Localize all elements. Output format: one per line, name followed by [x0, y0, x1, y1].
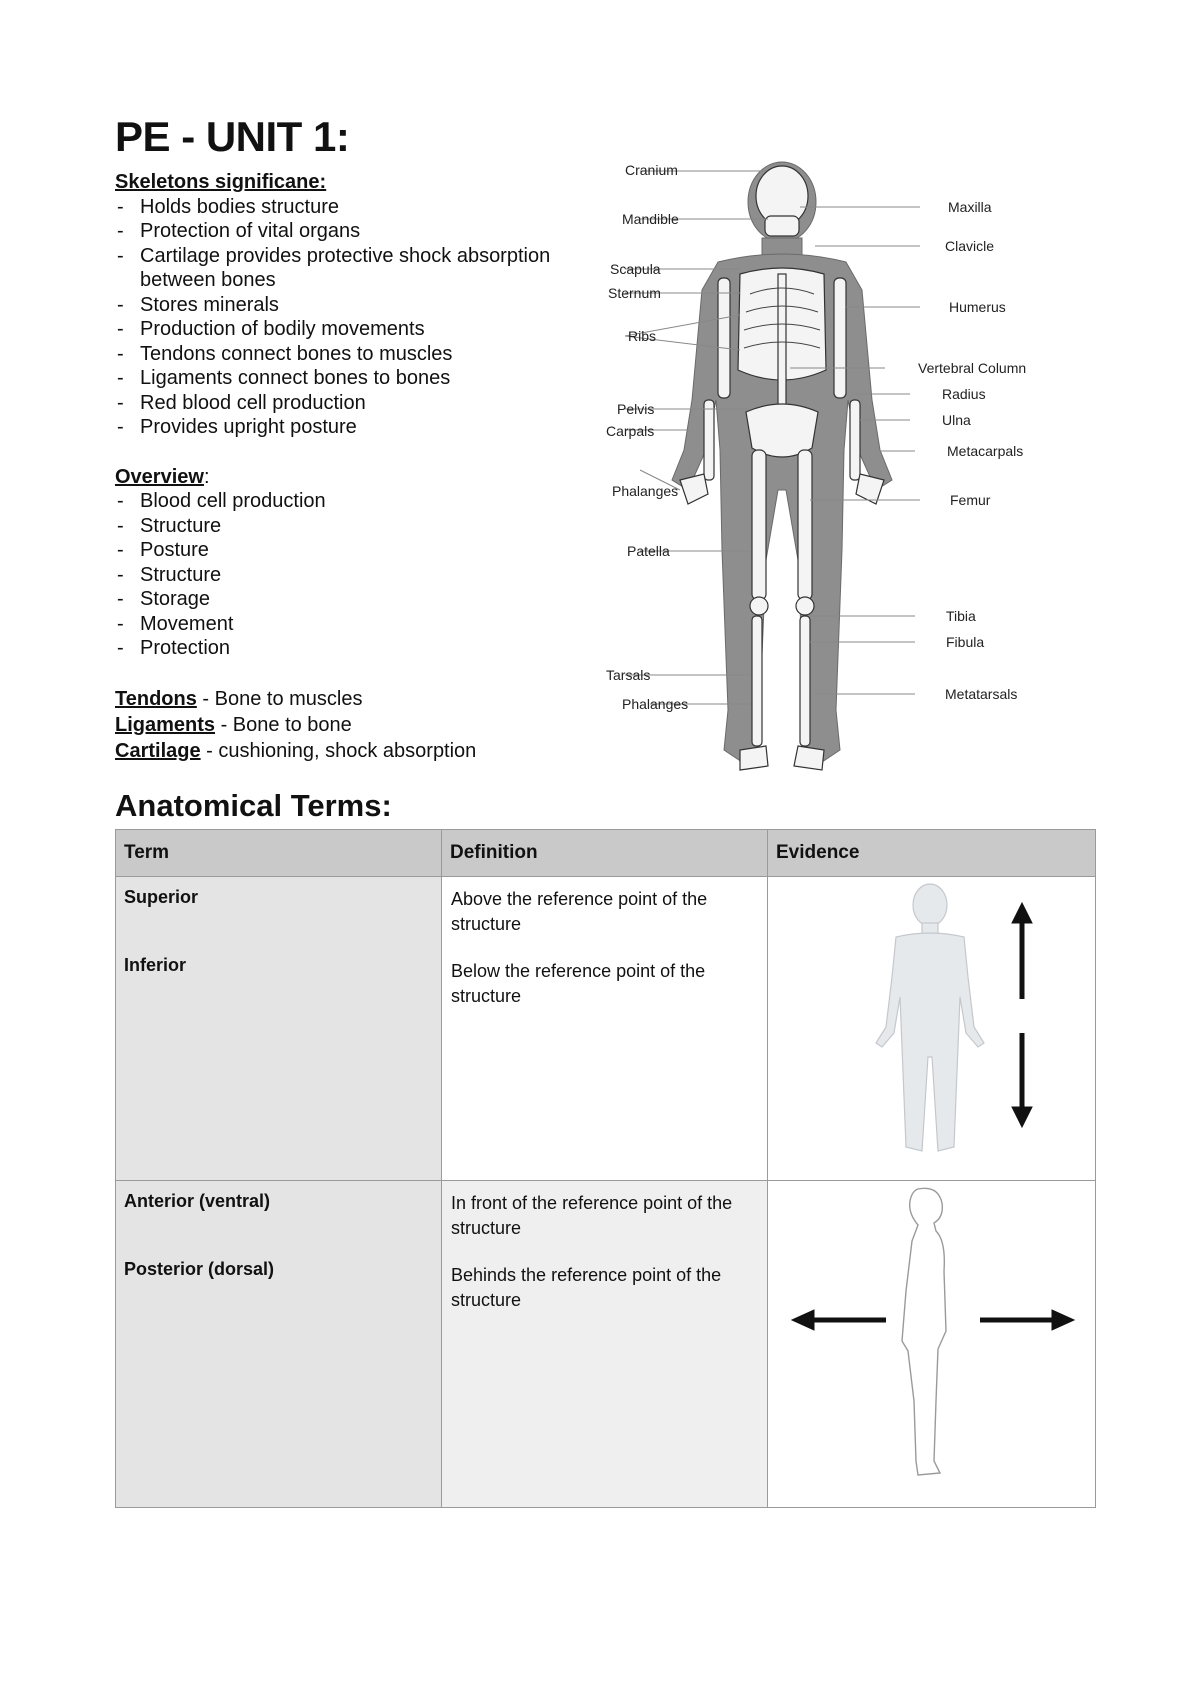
label-maxilla: Maxilla — [948, 199, 992, 215]
list-item: - Ligaments connect bones to bones — [115, 366, 575, 391]
term-superior: Superior — [124, 887, 199, 907]
list-item: - Tendons connect bones to muscles — [115, 342, 575, 367]
definition-text: - Bone to bone — [215, 713, 352, 736]
definition-cell — [442, 877, 768, 1181]
list-item: - Production of bodily movements — [115, 317, 575, 342]
notes-column — [115, 170, 575, 764]
list-item: - Red blood cell production — [115, 391, 575, 416]
list-item: - Provides upright posture — [115, 415, 575, 440]
label-ulna: Ulna — [942, 412, 971, 428]
definition-text: - cushioning, shock absorption — [200, 739, 477, 762]
label-scapula: Scapula — [610, 261, 661, 277]
list-item: - Structure — [115, 514, 575, 539]
side-body-horizontal-arrows-icon — [768, 1181, 1094, 1487]
definition-term: Cartilage — [115, 739, 201, 762]
label-sternum: Sternum — [608, 285, 661, 301]
definitions — [115, 686, 575, 764]
list-item: - Blood cell production — [115, 489, 575, 514]
overview-list — [115, 489, 575, 661]
definition-anterior: In front of the reference point of the structure — [451, 1193, 733, 1238]
anatomical-terms-table — [115, 829, 1096, 1508]
term-cell — [116, 877, 442, 1181]
table-row — [116, 877, 1096, 1181]
definition-term: Tendons — [115, 687, 197, 710]
term-cell — [116, 1181, 442, 1508]
label-phalanges-foot: Phalanges — [622, 696, 689, 712]
definition-line — [115, 712, 575, 738]
header-definition: Definition — [442, 830, 768, 877]
skeleton-illustration — [600, 150, 1080, 790]
evidence-cell — [768, 877, 1096, 1181]
label-carpals: Carpals — [606, 423, 655, 439]
term-posterior: Posterior (dorsal) — [124, 1259, 275, 1279]
header-term: Term — [116, 830, 442, 877]
definition-text: - Bone to muscles — [196, 687, 363, 710]
label-humerus: Humerus — [949, 299, 1006, 315]
label-metatarsals: Metatarsals — [945, 686, 1018, 702]
label-tarsals: Tarsals — [606, 667, 651, 683]
evidence-cell — [768, 1181, 1096, 1508]
label-ribs: Ribs — [628, 328, 657, 344]
list-item: - Stores minerals — [115, 293, 575, 318]
term-inferior: Inferior — [124, 955, 187, 975]
overview-heading: Overview — [115, 465, 204, 488]
skeleton-diagram — [600, 150, 1080, 790]
skeleton-significance-list — [115, 195, 575, 440]
term-anterior: Anterior (ventral) — [124, 1191, 271, 1211]
list-item: - Cartilage provides protective shock absorption between bones — [115, 244, 575, 293]
list-item: - Structure — [115, 563, 575, 588]
label-femur: Femur — [950, 492, 991, 508]
table-header-row — [116, 830, 1096, 877]
definition-line — [115, 686, 575, 712]
definition-inferior: Below the reference point of the structure — [451, 961, 706, 1006]
label-cranium: Cranium — [625, 162, 678, 178]
label-tibia: Tibia — [946, 608, 976, 624]
list-item: - Protection of vital organs — [115, 219, 575, 244]
label-patella: Patella — [627, 543, 670, 559]
label-fibula: Fibula — [946, 634, 985, 650]
definition-superior: Above the reference point of the structure — [451, 889, 708, 934]
header-evidence: Evidence — [768, 830, 1096, 877]
definition-cell — [442, 1181, 768, 1508]
definition-posterior: Behinds the reference point of the structure — [451, 1265, 722, 1310]
label-metacarpals: Metacarpals — [947, 443, 1024, 459]
table-row — [116, 1181, 1096, 1508]
label-radius: Radius — [942, 386, 986, 402]
anatomical-terms-title: Anatomical Terms: — [115, 788, 392, 823]
list-item: - Posture — [115, 538, 575, 563]
list-item: - Movement — [115, 612, 575, 637]
front-body-vertical-arrows-icon — [768, 877, 1094, 1160]
label-vertebral-column: Vertebral Column — [918, 360, 1027, 376]
definition-term: Ligaments — [115, 713, 216, 736]
list-item: - Protection — [115, 636, 575, 661]
skeleton-significance-heading: Skeletons significane: — [115, 171, 327, 193]
label-clavicle: Clavicle — [945, 238, 995, 254]
label-phalanges-hand: Phalanges — [612, 483, 679, 499]
label-mandible: Mandible — [622, 211, 679, 227]
label-pelvis: Pelvis — [617, 401, 655, 417]
definition-line — [115, 738, 575, 764]
list-item: - Storage — [115, 587, 575, 612]
list-item: - Holds bodies structure — [115, 195, 575, 220]
page-title: PE - UNIT 1: — [115, 113, 350, 160]
overview-heading-line: Overview: — [115, 465, 210, 488]
